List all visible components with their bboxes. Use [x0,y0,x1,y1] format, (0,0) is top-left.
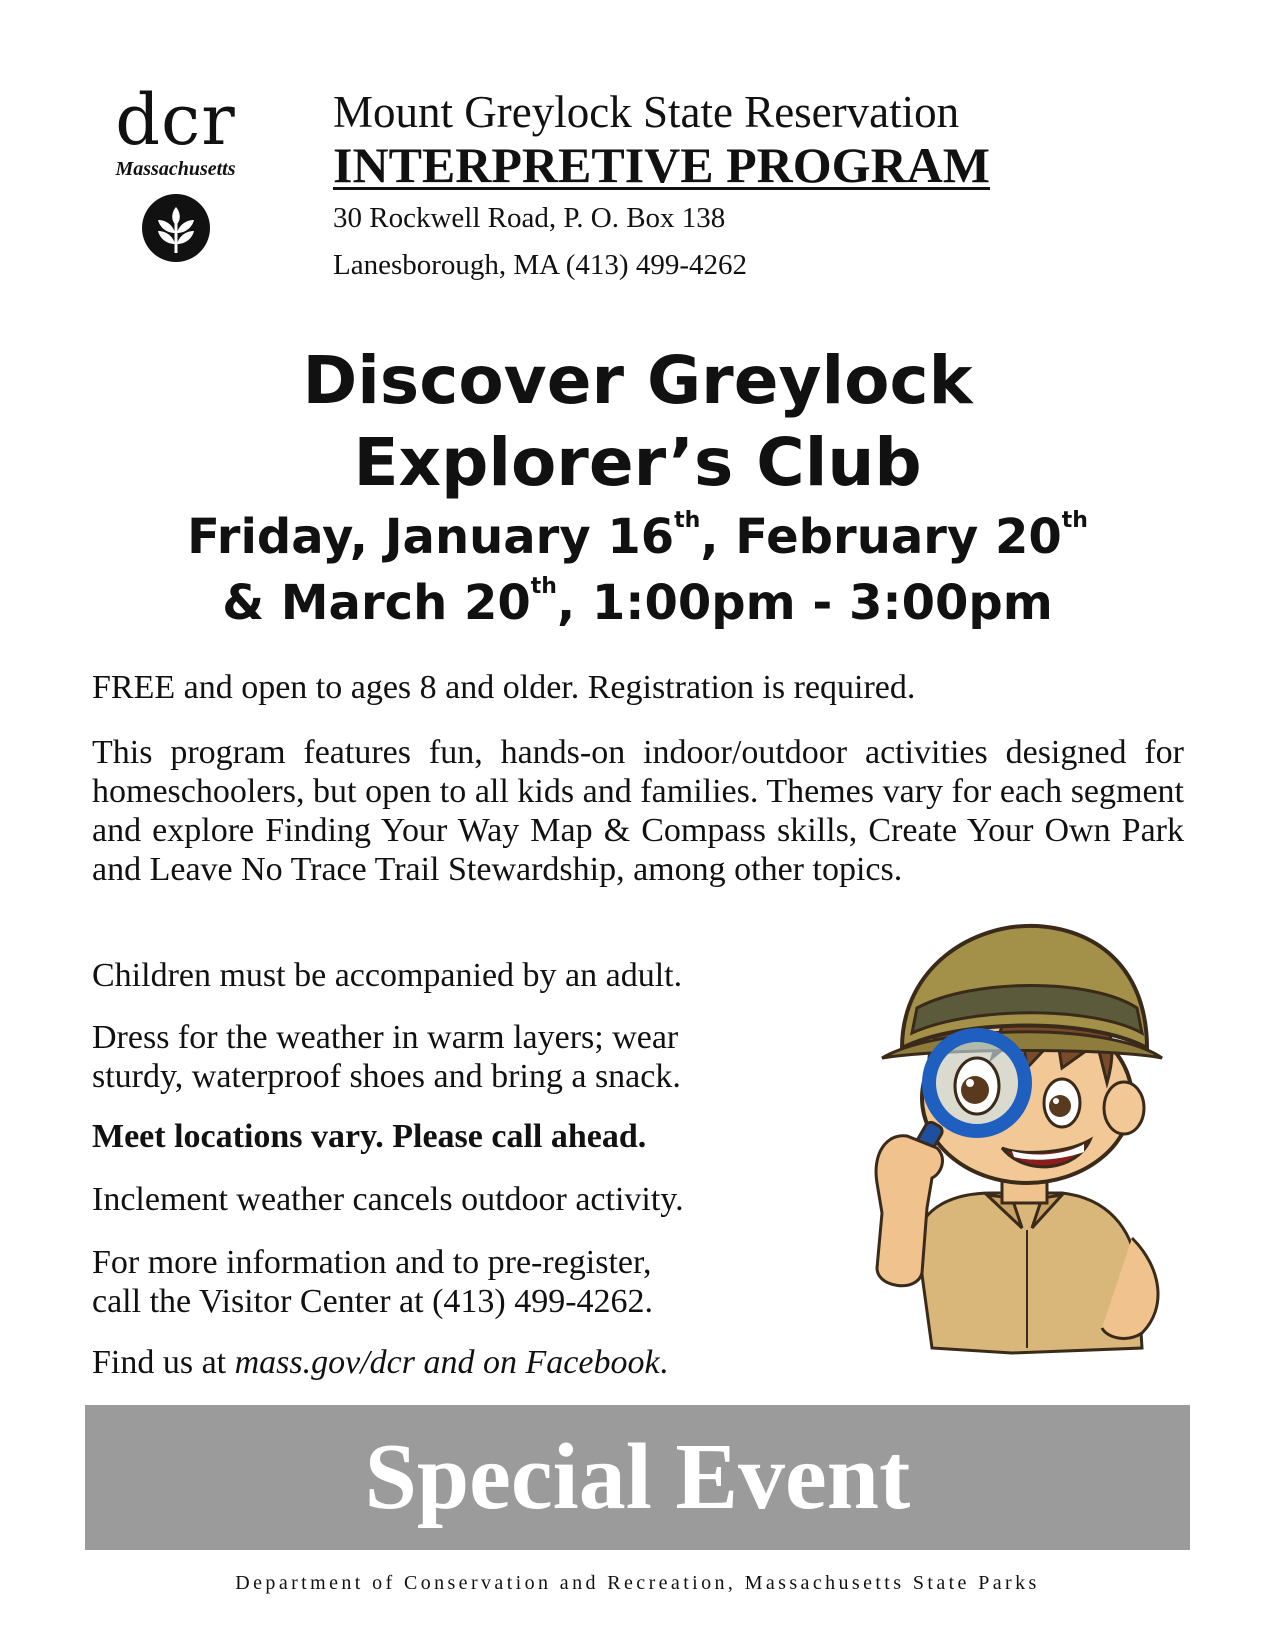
logo-wordmark: dcr [115,79,236,161]
dress-notice [92,1018,852,1096]
special-event-banner [85,1405,1190,1550]
find-links: mass.gov/dcr and on Facebook [234,1344,660,1381]
weather-notice: Inclement weather cancels outdoor activity. [92,1181,684,1218]
reservation-title: Mount Greylock State Reservation [333,87,960,137]
find-prefix: Find us at [92,1344,235,1381]
leaf-seal-icon [141,193,211,263]
event-title-line-1: Discover Greylock [302,342,973,419]
ordinal-suffix: th [674,508,701,533]
dcr-logo [88,79,263,268]
date-january: Friday, January 16 [187,509,675,565]
event-heading [0,340,1275,636]
description-paragraph: This program features fun, hands-on indoor/outdoor activities designed for homeschoolers, but open to all kids and families. Themes vary for each segment and explore Finding Your Way Map & Compass skills, Create Your Own Park and Leave No Trace Trail Stewardship, among other topics. [92,734,1184,888]
event-dates-line-1 [0,504,1275,570]
intro-paragraph: FREE and open to ages 8 and older. Registration is required. [92,669,916,706]
dress-line-2: sturdy, waterproof shoes and bring a snack. [92,1058,681,1095]
date-march: & March 20 [222,575,531,631]
date-february: , February 20 [700,509,1062,565]
department-footer: Department of Conservation and Recreation, Massachusetts State Parks [235,1572,1040,1594]
special-event-text: Special Event [364,1425,911,1529]
ordinal-suffix: th [1061,508,1088,533]
event-title-line-2: Explorer’s Club [353,424,922,501]
explorer-illustration [862,908,1172,1378]
info-line-2: call the Visitor Center at (413) 499-4262. [92,1283,654,1320]
program-header [333,86,1183,287]
logo-state-name: Massachusetts [115,158,236,180]
info-line-1: For more information and to pre-register, [92,1244,652,1281]
dress-line-1: Dress for the weather in warm layers; wear [92,1019,679,1056]
event-dates-line-2 [0,570,1275,636]
program-heading: INTERPRETIVE PROGRAM [333,137,990,193]
event-time: , 1:00pm - 3:00pm [556,575,1053,631]
address-line-1: 30 Rockwell Road, P. O. Box 138 [333,202,726,234]
ordinal-suffix: th [530,574,557,599]
find-us-line [92,1343,668,1382]
registration-info [92,1243,852,1321]
meet-notice: Meet locations vary. Please call ahead. [92,1118,647,1155]
adult-notice: Children must be accompanied by an adult. [92,957,683,994]
find-suffix: . [659,1344,669,1381]
address-line-2: Lanesborough, MA (413) 499-4262 [333,249,748,281]
